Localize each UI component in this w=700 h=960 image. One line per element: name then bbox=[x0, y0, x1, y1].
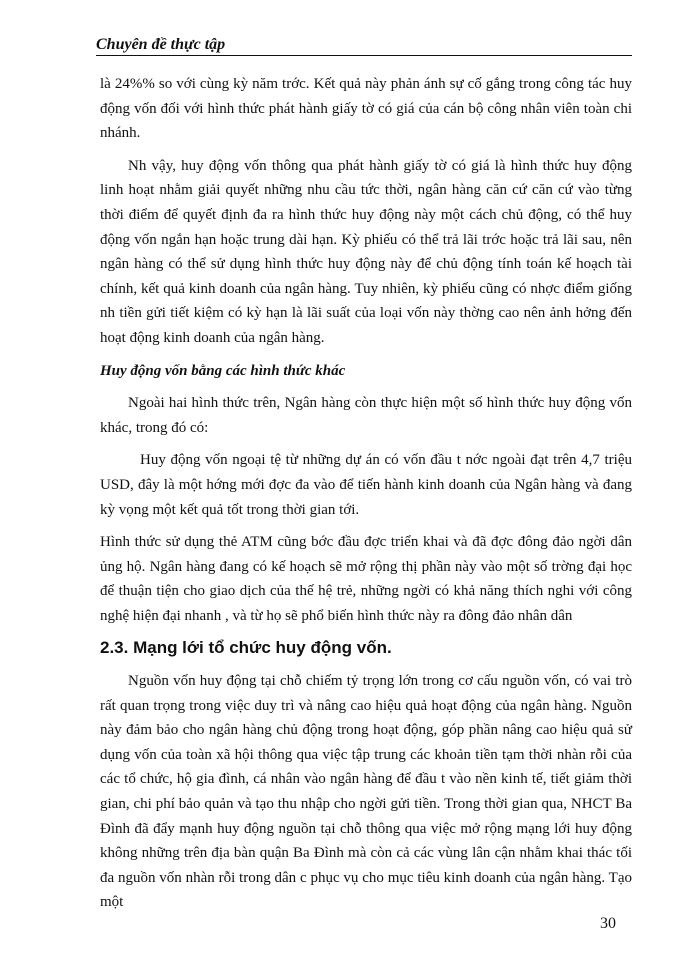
paragraph-2: Nh vậy, huy động vốn thông qua phát hành giấy tờ có giá là hình thức huy động linh hoạt nhằm giải quyết những nhu cầu tức thời, ngân hàng căn cứ căn cứ vào từng thời điểm để quyết định đa ra hình thức huy động này một cách chủ động, có thể huy động vốn ngắn hạn hoặc trung dài hạn. Kỳ phiếu có thể trả lãi trớc hoặc trả lãi sau, nên ngân hàng có thể sử dụng hình thức huy động này để chủ động tính toán kế hoạch tài chính, kết quả kinh doanh của ngân hàng. Tuy nhiên, kỳ phiếu cũng có nhợc điểm giống nh tiền gửi tiết kiệm có kỳ hạn là lãi suất của loại vốn này thờng cao nên ảnh hởng đến hoạt động kinh doanh của ngân hàng. bbox=[100, 157, 632, 346]
page-header: Chuyên đề thực tập bbox=[96, 36, 632, 56]
paragraph-3: Ngoài hai hình thức trên, Ngân hàng còn thực hiện một số hình thức huy động vốn khác, trong đó có: bbox=[100, 395, 632, 436]
document-body bbox=[100, 72, 632, 923]
page-number: 30 bbox=[600, 915, 616, 932]
subheading: Huy động vốn bằng các hình thức khác bbox=[100, 362, 346, 379]
paragraph-4: Huy động vốn ngoại tệ từ những dự án có vốn đầu t nớc ngoài đạt trên 4,7 triệu USD, đây là một hớng mới đợc đa vào để tiến hành kinh doanh của Ngân hàng và đang kỳ vọng một kết quả tốt trong thời gian tới. bbox=[100, 452, 632, 518]
paragraph-5: Hình thức sử dụng thẻ ATM cũng bớc đầu đợc triển khai và đã đợc đông đảo ngời dân ủng hộ. Ngân hàng đang có kế hoạch sẽ mở rộng thị phần này vào một số trờng đại học để thuận tiện cho giao dịch của thế hệ trẻ, những ngời có khả năng thích nghi với công nghệ hiện đại nhanh , và từ họ sẽ phổ biến hình thức này ra đông đảo nhân dân bbox=[100, 534, 632, 624]
paragraph-6: Nguồn vốn huy động tại chỗ chiếm tỷ trọng lớn trong cơ cấu nguồn vốn, có vai trò rất quan trọng trong việc duy trì và nâng cao hiệu quả hoạt động của ngân hàng. Nguồn này đảm bảo cho ngân hàng chủ động trong hoạt động, góp phần nâng cao hiệu quả sử dụng vốn của toàn xã hội thông qua việc tập trung các khoản tiền tạm thời nhàn rỗi của các tổ chức, hộ gia đình, cá nhân vào ngân hàng để đầu t vào nền kinh tế, tiết giảm thời gian, chi phí bảo quản và tạo thu nhập cho ngời gửi tiền. Trong thời gian qua, NHCT Ba Đình đã đẩy mạnh huy động nguồn tại chỗ thông qua việc mở rộng mạng lới huy động không những trên địa bàn quận Ba Đình mà còn cả các vùng lân cận nhằm khai thác tối đa nguồn vốn nhàn rỗi trong dân c phục vụ cho mục tiêu kinh doanh của ngân hàng. Tạo một bbox=[100, 673, 632, 911]
paragraph-1: là 24%% so với cùng kỳ năm trớc. Kết quả này phản ánh sự cố gắng trong công tác huy động vốn đối với hình thức phát hành giấy tờ có giá của cán bộ công nhân viên toàn chi nhánh. bbox=[100, 76, 632, 142]
section-title: 2.3. Mạng lới tổ chức huy động vốn. bbox=[100, 638, 392, 658]
